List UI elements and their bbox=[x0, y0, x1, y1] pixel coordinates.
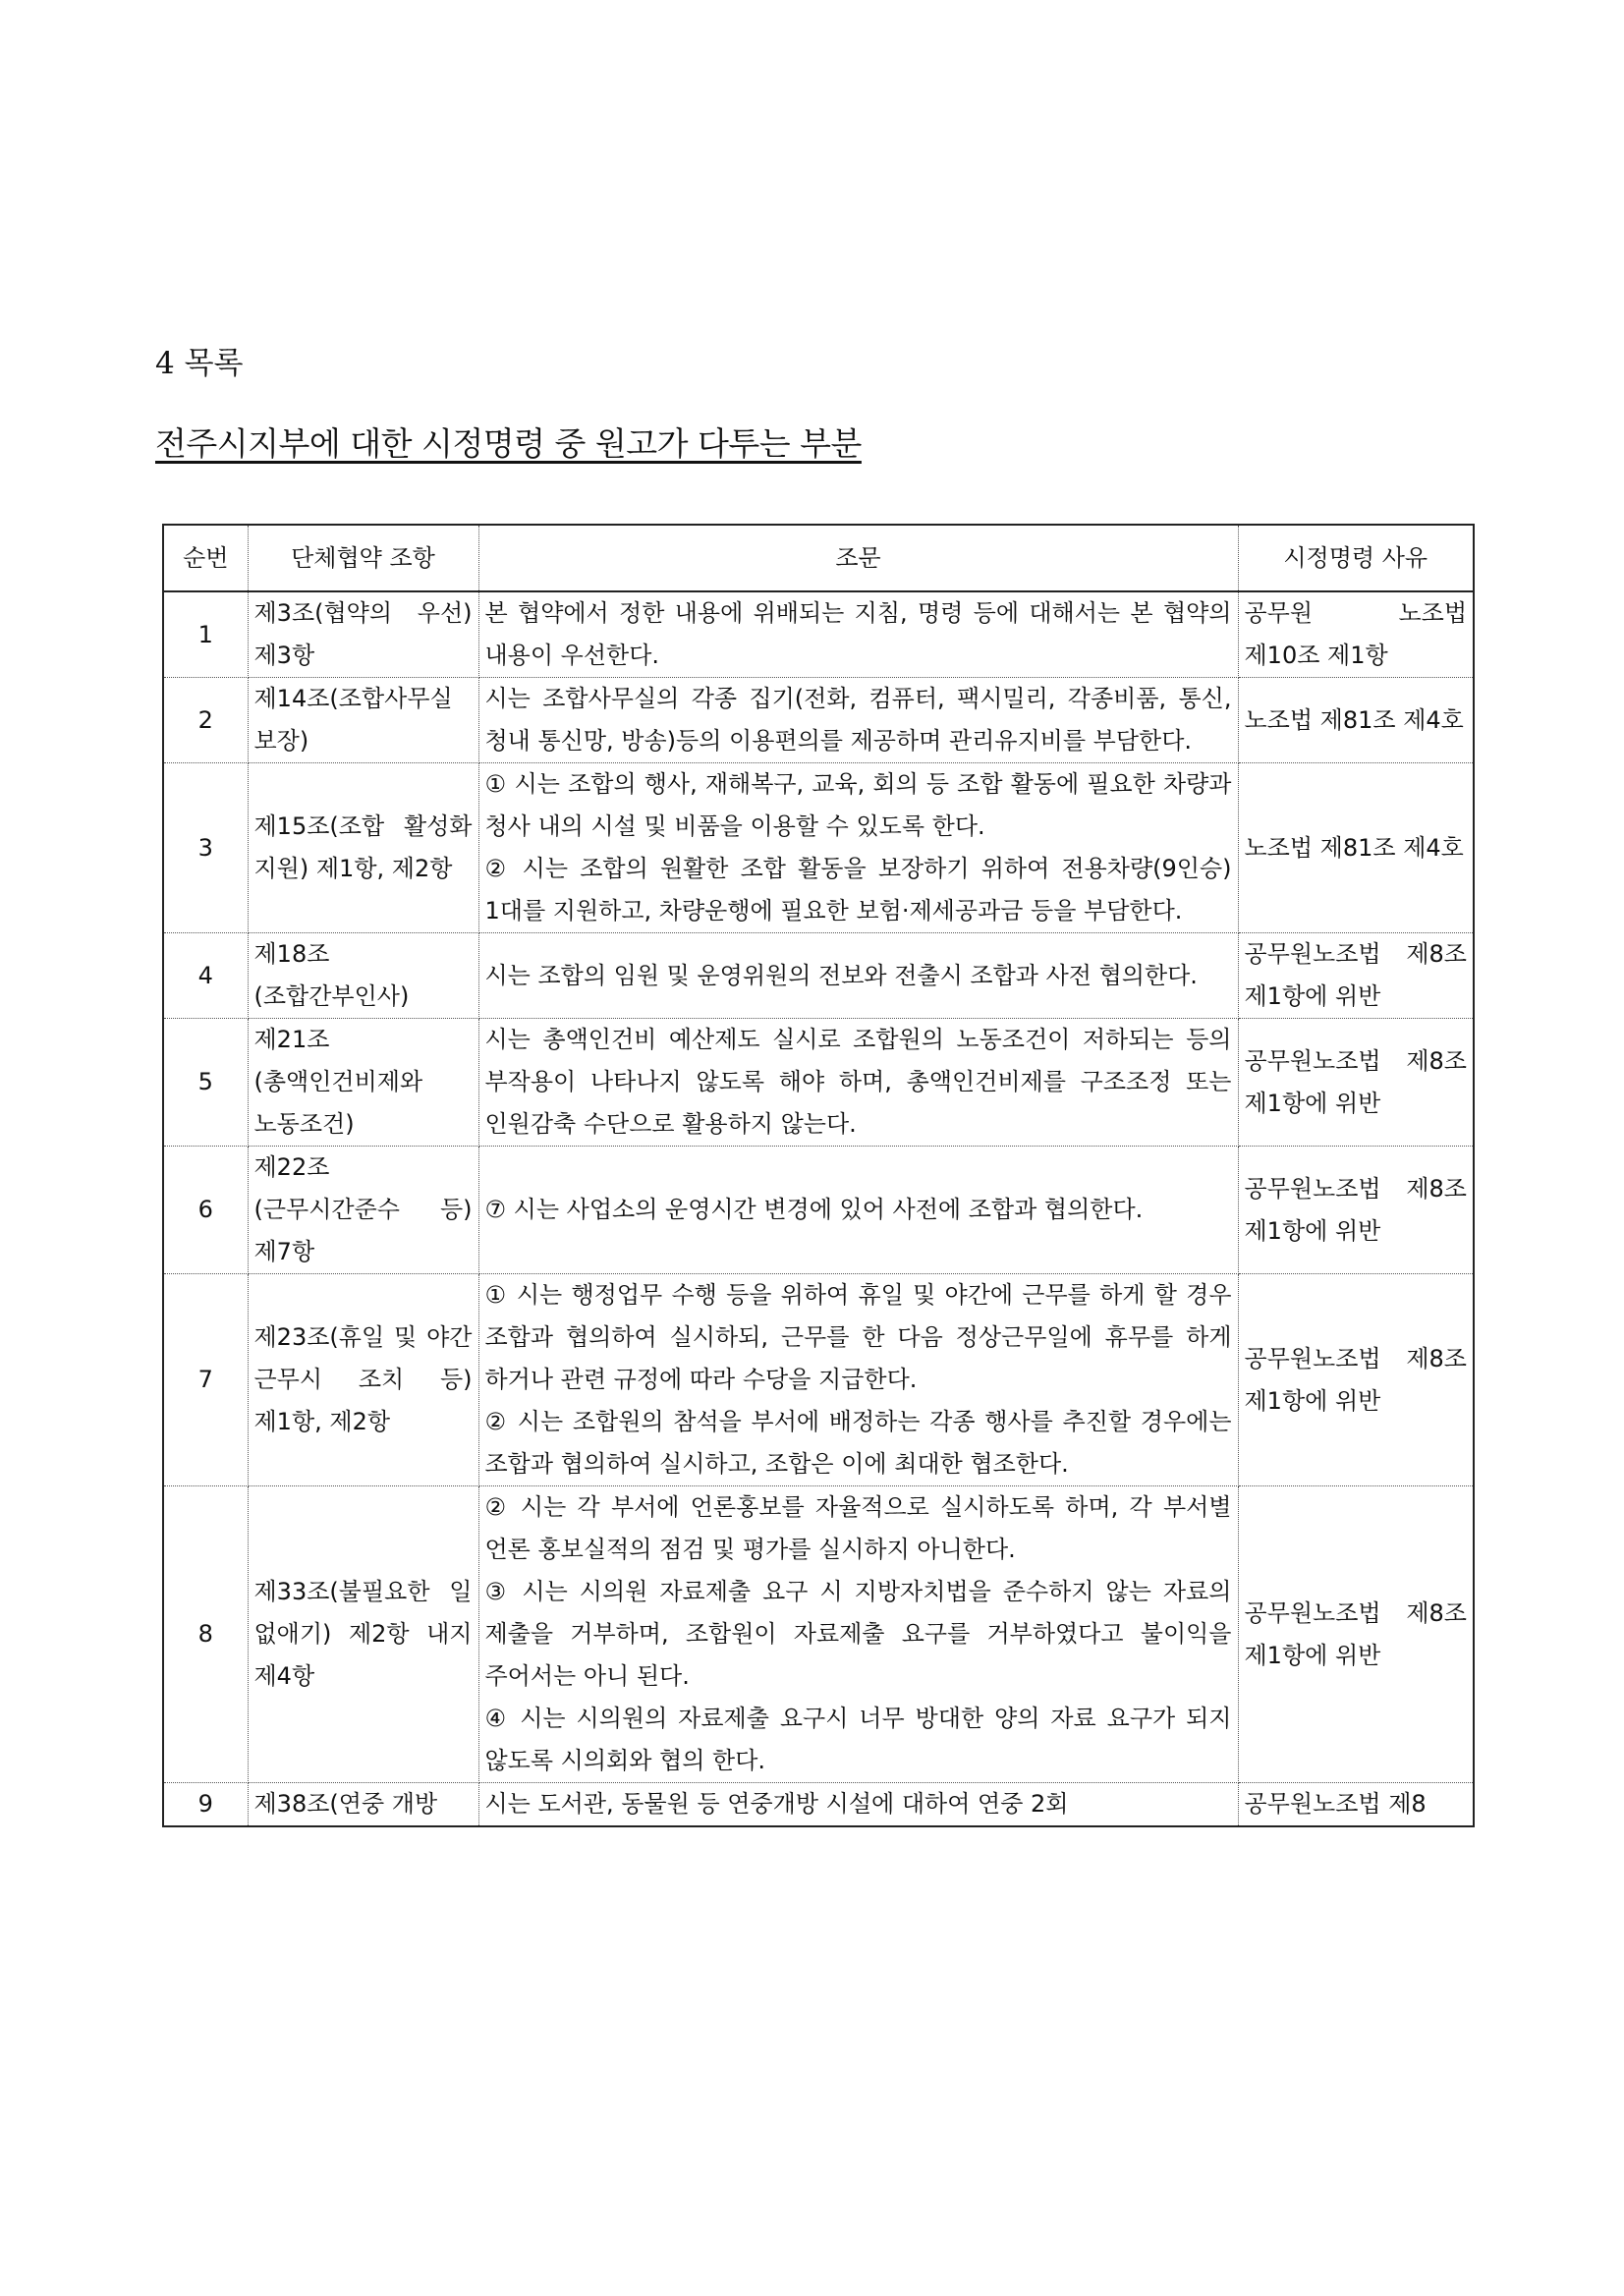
clause-paragraph: 시는 총액인건비 예산제도 실시로 조합원의 노동조건이 저하되는 등의 부작용이 나타나지 않도록 해야 하며, 총액인건비제를 구조조정 또는 인원감축 수단으로 활용하지 않는다. bbox=[484, 1026, 1232, 1138]
row-article: 제33조(불필요한 일 없애기) 제2항 내지 제4항 bbox=[248, 1486, 478, 1783]
header-article: 단체협약 조항 bbox=[248, 525, 478, 591]
clause-paragraph: 본 협약에서 정한 내용에 위배되는 지침, 명령 등에 대해서는 본 협약의 내용이 우선한다. bbox=[484, 599, 1232, 669]
row-number: 9 bbox=[163, 1783, 248, 1827]
clause-paragraph: ③ 시는 시의원 자료제출 요구 시 지방자치법을 준수하지 않는 자료의 제출을 거부하며, 조합원이 자료제출 요구를 거부하였다고 불이익을 주어서는 아니 된다. bbox=[484, 1578, 1232, 1690]
clause-paragraph: ⑦ 시는 사업소의 운영시간 변경에 있어 사전에 조합과 협의한다. bbox=[484, 1196, 1144, 1223]
row-article: 제3조(협약의 우선) 제3항 bbox=[248, 591, 478, 678]
table-row bbox=[163, 1783, 1474, 1827]
row-article: 제14조(조합사무실 보장) bbox=[248, 678, 478, 763]
table-row bbox=[163, 933, 1474, 1019]
row-article: 제18조(조합간부인사) bbox=[248, 933, 478, 1019]
clause-paragraph: ① 시는 조합의 행사, 재해복구, 교육, 회의 등 조합 활동에 필요한 차량과 청사 내의 시설 및 비품을 이용할 수 있도록 한다. bbox=[484, 770, 1232, 840]
clause-paragraph: ② 시는 각 부서에 언론홍보를 자율적으로 실시하도록 하며, 각 부서별 언론 홍보실적의 점검 및 평가를 실시하지 아니한다. bbox=[484, 1493, 1232, 1563]
table-row bbox=[163, 1486, 1474, 1783]
clause-paragraph: ② 시는 조합원의 참석을 부서에 배정하는 각종 행사를 추진할 경우에는 조합과 협의하여 실시하고, 조합은 이에 최대한 협조한다. bbox=[484, 1408, 1232, 1478]
row-text bbox=[478, 1019, 1238, 1147]
row-text bbox=[478, 933, 1238, 1019]
row-text bbox=[478, 763, 1238, 933]
clause-paragraph: ② 시는 조합의 원활한 조합 활동을 보장하기 위하여 전용차량(9인승) 1대를 지원하고, 차량운행에 필요한 보험·제세공과금 등을 부담한다. bbox=[484, 855, 1232, 924]
row-number: 4 bbox=[163, 933, 248, 1019]
row-text bbox=[478, 1783, 1238, 1827]
table-row bbox=[163, 678, 1474, 763]
row-reason: 공무원노조법 제8조 제1항에 위반 bbox=[1238, 1486, 1474, 1783]
row-text bbox=[478, 678, 1238, 763]
row-reason: 노조법 제81조 제4호 bbox=[1238, 678, 1474, 763]
clause-paragraph: ④ 시는 시의원의 자료제출 요구시 너무 방대한 양의 자료 요구가 되지 않도록 시의회와 협의 한다. bbox=[484, 1705, 1232, 1774]
row-text bbox=[478, 1486, 1238, 1783]
clause-paragraph: ① 시는 행정업무 수행 등을 위하여 휴일 및 야간에 근무를 하게 할 경우 조합과 협의하여 실시하되, 근무를 한 다음 정상근무일에 휴무를 하게 하거나 관련 규정에 따라 수당을 지급한다. bbox=[484, 1281, 1232, 1393]
clause-paragraph: 시는 조합의 임원 및 운영위원의 전보와 전출시 조합과 사전 협의한다. bbox=[484, 961, 1198, 989]
table-body bbox=[163, 591, 1474, 1826]
row-text bbox=[478, 1147, 1238, 1274]
header-text: 조문 bbox=[478, 525, 1238, 591]
row-reason: 공무원노조법 제8 bbox=[1238, 1783, 1474, 1827]
row-number: 8 bbox=[163, 1486, 248, 1783]
header-reason: 시정명령 사유 bbox=[1238, 525, 1474, 591]
table-row bbox=[163, 1274, 1474, 1486]
row-number: 1 bbox=[163, 591, 248, 678]
row-number: 3 bbox=[163, 763, 248, 933]
row-reason: 공무원노조법 제8조 제1항에 위반 bbox=[1238, 1019, 1474, 1147]
row-article: 제15조(조합 활성화 지원) 제1항, 제2항 bbox=[248, 763, 478, 933]
row-reason: 공무원노조법 제8조 제1항에 위반 bbox=[1238, 1274, 1474, 1486]
corrective-order-table bbox=[162, 524, 1475, 1827]
row-reason: 공무원노조법 제8조 제1항에 위반 bbox=[1238, 933, 1474, 1019]
page-number: 4 목록 bbox=[155, 346, 244, 381]
table-header-row bbox=[163, 525, 1474, 591]
document-title: 전주시지부에 대한 시정명령 중 원고가 다투는 부분 bbox=[155, 424, 862, 463]
table-row bbox=[163, 763, 1474, 933]
row-number: 6 bbox=[163, 1147, 248, 1274]
row-reason: 공무원 노조법 제10조 제1항 bbox=[1238, 591, 1474, 678]
row-number: 5 bbox=[163, 1019, 248, 1147]
row-article: 제38조(연중 개방 bbox=[248, 1783, 478, 1827]
row-number: 7 bbox=[163, 1274, 248, 1486]
header-no: 순번 bbox=[163, 525, 248, 591]
row-article: 제21조(총액인건비제와 노동조건) bbox=[248, 1019, 478, 1147]
clause-paragraph: 시는 조합사무실의 각종 집기(전화, 컴퓨터, 팩시밀리, 각종비품, 통신, 청내 통신망, 방송)등의 이용편의를 제공하며 관리유지비를 부담한다. bbox=[484, 685, 1232, 755]
row-article: 제22조(근무시간준수 등) 제7항 bbox=[248, 1147, 478, 1274]
row-reason: 노조법 제81조 제4호 bbox=[1238, 763, 1474, 933]
row-article: 제23조(휴일 및 야간 근무시 조치 등) 제1항, 제2항 bbox=[248, 1274, 478, 1486]
row-number: 2 bbox=[163, 678, 248, 763]
row-text bbox=[478, 591, 1238, 678]
clause-paragraph: 시는 도서관, 동물원 등 연중개방 시설에 대하여 연중 2회 bbox=[484, 1790, 1069, 1818]
table-row bbox=[163, 1147, 1474, 1274]
table-row bbox=[163, 591, 1474, 678]
table-row bbox=[163, 1019, 1474, 1147]
row-reason: 공무원노조법 제8조 제1항에 위반 bbox=[1238, 1147, 1474, 1274]
row-text bbox=[478, 1274, 1238, 1486]
